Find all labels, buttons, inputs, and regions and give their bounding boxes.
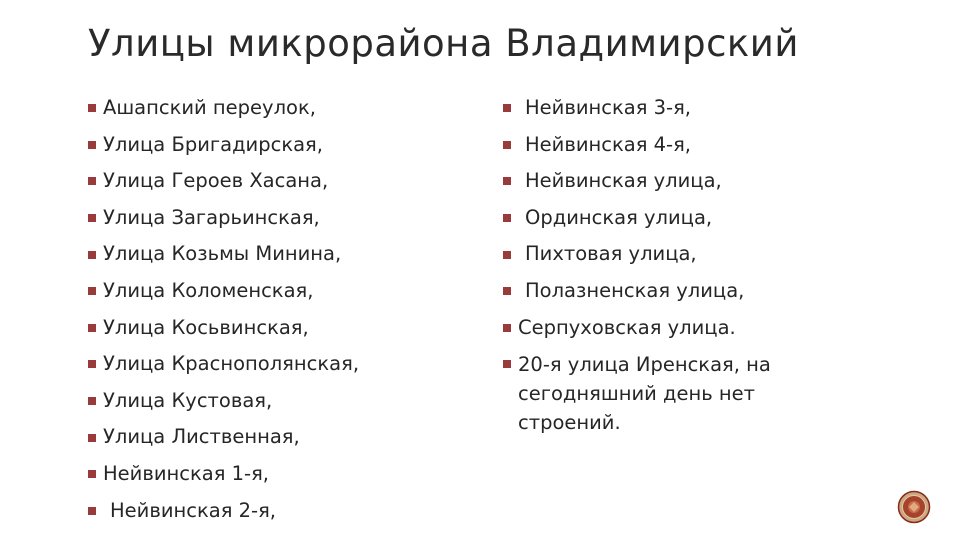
- list-item: [503, 273, 833, 310]
- square-bullet-icon: [88, 141, 96, 149]
- street-name: Полазненская улица,: [525, 278, 745, 302]
- square-bullet-icon: [88, 251, 96, 259]
- street-name: Ординская улица,: [525, 205, 713, 229]
- street-name: Нейвинская 4-я,: [525, 132, 691, 156]
- list-item: [88, 346, 468, 383]
- street-name: Нейвинская 1-я,: [103, 461, 269, 485]
- list-item: [88, 200, 468, 237]
- list-item: [88, 456, 468, 493]
- slide-title: Улицы микрорайона Владимирский: [88, 22, 799, 65]
- square-bullet-icon: [88, 360, 96, 368]
- street-name: Улица Героев Хасана,: [103, 169, 329, 193]
- list-item: [88, 127, 468, 164]
- list-item: [503, 200, 833, 237]
- street-list-left: [88, 90, 468, 529]
- list-item: [503, 90, 833, 127]
- street-list-right: [503, 90, 833, 437]
- street-name: Улица Загарьинская,: [103, 205, 320, 229]
- square-bullet-icon: [503, 141, 511, 149]
- square-bullet-icon: [88, 397, 96, 405]
- square-bullet-icon: [88, 324, 96, 332]
- square-bullet-icon: [88, 507, 96, 515]
- list-item: [88, 310, 468, 347]
- square-bullet-icon: [88, 287, 96, 295]
- street-name: Улица Коломенская,: [103, 278, 314, 302]
- street-name: Улица Бригадирская,: [103, 132, 323, 156]
- list-item: [88, 493, 468, 530]
- list-item: [88, 383, 468, 420]
- square-bullet-icon: [503, 214, 511, 222]
- street-name: Улица Краснополянская,: [103, 352, 360, 376]
- square-bullet-icon: [88, 104, 96, 112]
- square-bullet-icon: [88, 470, 96, 478]
- list-item: [503, 127, 833, 164]
- square-bullet-icon: [88, 434, 96, 442]
- street-name: Нейвинская улица,: [525, 169, 722, 193]
- square-bullet-icon: [503, 287, 511, 295]
- square-bullet-icon: [503, 177, 511, 185]
- square-bullet-icon: [503, 360, 511, 368]
- list-item: [503, 346, 833, 437]
- street-name: Нейвинская 2-я,: [110, 498, 276, 522]
- list-item: [88, 90, 468, 127]
- street-name: Нейвинская 3-я,: [525, 96, 691, 119]
- list-item: [503, 163, 833, 200]
- circular-seal-logo-icon: [897, 490, 931, 524]
- list-item: [88, 236, 468, 273]
- square-bullet-icon: [503, 324, 511, 332]
- street-name: Серпуховская улица.: [518, 315, 736, 339]
- list-item: [88, 163, 468, 200]
- street-name: Улица Кустовая,: [103, 388, 273, 412]
- list-item: [88, 273, 468, 310]
- square-bullet-icon: [503, 104, 511, 112]
- square-bullet-icon: [88, 214, 96, 222]
- square-bullet-icon: [503, 251, 511, 259]
- street-name: Улица Лиственная,: [103, 425, 300, 449]
- street-name: Улица Козьмы Минина,: [103, 242, 342, 266]
- list-item: [503, 236, 833, 273]
- list-item: [88, 419, 468, 456]
- street-name: Ашапский переулок,: [103, 96, 316, 119]
- street-name: 20-я улица Иренская, на сегодняшний день нет строений.: [518, 353, 771, 435]
- list-item: [503, 310, 833, 347]
- square-bullet-icon: [88, 177, 96, 185]
- street-name: Пихтовая улица,: [525, 242, 697, 266]
- street-name: Улица Косьвинская,: [103, 315, 309, 339]
